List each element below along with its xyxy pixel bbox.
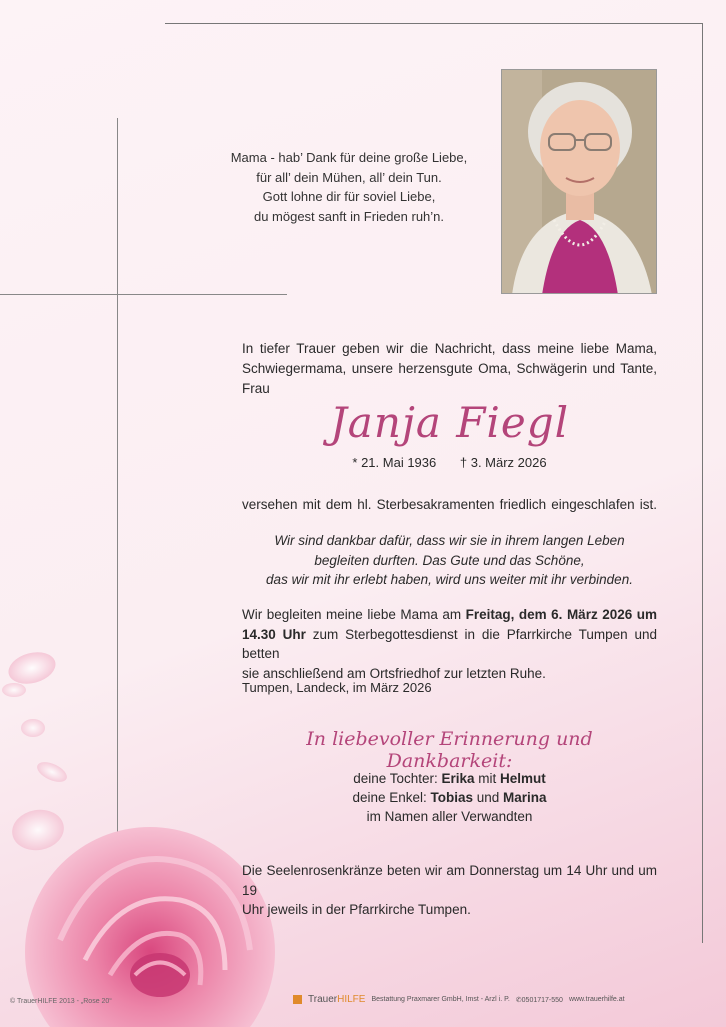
ceremony-text [242,605,657,683]
rosary-line-1: Die Seelenrosenkränze beten wir am Donnerstag um 14 Uhr und um 19 [242,863,657,898]
intro-line-2: Schwiegermama, unsere herzensgute Oma, Schwägerin und Tante, Frau [242,361,657,396]
frame-right-line [702,23,703,943]
cross-horizontal-line [0,294,287,295]
place-date: Tumpen, Landeck, im März 2026 [242,680,432,695]
grandchild-name: Tobias [430,790,474,805]
memory-heading: In liebevoller Erinnerung und Dankbarkeit: [306,728,593,772]
poem-line: für all’ dein Mühen, all’ dein Tun. [256,169,442,185]
portrait-photo [501,69,657,294]
website-link[interactable]: www.trauerhilfe.at [568,996,625,1003]
connector-und: und [473,790,504,805]
grandchild-name: Marina [503,790,547,805]
daughter-label: deine Tochter: [353,771,442,786]
phone-number: ✆0501717-550 [515,996,563,1004]
company-name: Bestattung Praxmarer GmbH, Imst - Arzl i. P. [371,996,510,1003]
intro-text [242,339,657,399]
brand-main: Trauer [308,994,338,1005]
son-in-law-name: Helmut [500,771,546,786]
intro-line-1: In tiefer Trauer geben wir die Nachricht, dass meine liebe Mama, [242,341,657,356]
family-daughter [242,769,657,788]
poem-line: Mama - hab’ Dank für deine große Liebe, [230,150,468,165]
family-relatives: im Namen aller Verwandten [366,809,533,824]
ceremony-line-1 [242,605,657,625]
quote-line: das wir mit ihr erlebt haben, wird uns weiter mit ihr verbinden. [266,572,633,587]
family-list [242,769,657,826]
copyright-note: © TrauerHILFE 2013 - „Rose 20“ [10,998,112,1005]
rosary-line-2: Uhr jeweils in der Pfarrkirche Tumpen. [242,902,471,917]
quote-line: begleiten durften. Das Gute und das Schöne, [314,552,585,568]
family-grandchildren [242,788,657,807]
poem-line: du mögest sanft in Frieden ruh’n. [253,208,445,224]
life-dates [242,455,657,470]
connector-mit: mit [474,771,501,786]
death-date: † 3. März 2026 [459,455,547,470]
rose-decoration [0,640,290,1027]
quote-line: Wir sind dankbar dafür, dass wir sie in ihrem langen Leben [274,533,625,548]
footer [293,994,713,1005]
birth-date: * 21. Mai 1936 [352,455,437,470]
gratitude-quote [242,531,657,590]
rosary-text [242,861,657,920]
poem-line: Gott lohne dir für soviel Liebe, [262,189,436,204]
frame-top-line [165,23,702,24]
ceremony-date: Freitag, dem 6. März 2026 um [465,607,657,622]
ceremony-line-2 [242,625,657,664]
portrait-illustration [502,70,657,294]
ceremony-location: zum Sterbegottesdienst in die Pfarrkirche Tumpen und betten [242,626,657,661]
trauerhilfe-logo-icon [293,995,302,1004]
ceremony-intro: Wir begleiten meine liebe Mama am [242,607,466,622]
brand-name [308,994,365,1005]
ceremony-line-3: sie anschließend am Ortsfriedhof zur letzten Ruhe. [242,665,546,681]
sacraments-text: versehen mit dem hl. Sterbesakramenten friedlich eingeschlafen ist. [242,497,657,512]
deceased-name: Janja Fiegl [329,398,570,447]
ceremony-time: 14.30 Uhr [242,626,306,642]
brand-accent: HILFE [337,994,366,1005]
poem [200,148,498,226]
grandchildren-label: deine Enkel: [352,790,431,805]
daughter-name: Erika [441,771,475,786]
